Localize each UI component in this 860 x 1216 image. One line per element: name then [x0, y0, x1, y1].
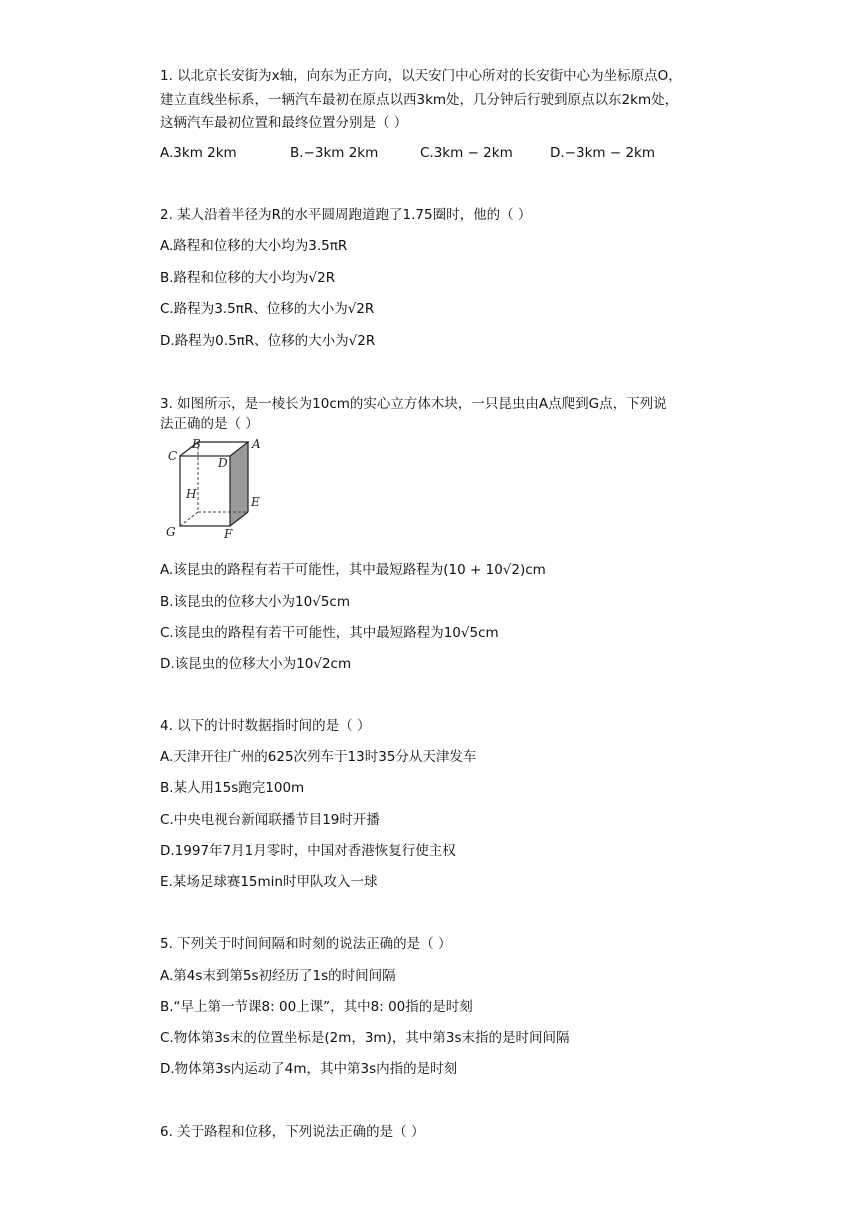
q3-option-c: C.该昆虫的路程有若干可能性，其中最短路程为10√5cm — [160, 625, 499, 641]
cube-hidden-edge-diagonal — [180, 512, 198, 526]
q2-option-c: C.路程为3.5πR、位移的大小为√2R — [160, 301, 375, 317]
q3-option-a: A.该昆虫的路程有若干可能性，其中最短路程为(10 + 10√2)cm — [160, 562, 546, 578]
cube-label-b: B — [192, 437, 201, 451]
cube-label-a: A — [252, 437, 261, 451]
q4-option-d: D.1997年7月1月零时，中国对香港恢复行使主权 — [160, 843, 456, 859]
q2-stem: 2. 某人沿着半径为R的水平圆周跑道跑了1.75圈时，他的（ ） — [160, 207, 532, 223]
q2-option-b: B.路程和位移的大小均为√2R — [160, 270, 336, 286]
q1-stem-line-3: 这辆汽车最初位置和最终位置分别是（ ） — [160, 115, 408, 131]
q3-stem-line-1: 3. 如图所示，是一棱长为10cm的实心立方体木块，一只昆虫由A点爬到G点，下列说 — [160, 396, 667, 412]
q3-option-d: D.该昆虫的位移大小为10√2cm — [160, 656, 352, 672]
q4-option-e: E.某场足球赛15min时甲队攻入一球 — [160, 874, 378, 890]
q2-option-a: A.路程和位移的大小均为3.5πR — [160, 238, 348, 254]
q4-option-b: B.某人用15s跑完100m — [160, 780, 305, 796]
q3-option-b: B.该昆虫的位移大小为10√5cm — [160, 594, 350, 610]
q3-stem-line-2: 法正确的是（ ） — [160, 416, 259, 432]
q5-option-c: C.物体第3s末的位置坐标是(2m，3m)，其中第3s末指的是时间间隔 — [160, 1030, 570, 1046]
q1-options-row — [160, 145, 760, 165]
q1-option-c: C.3km − 2km — [420, 145, 513, 161]
q5-stem: 5. 下列关于时间间隔和时刻的说法正确的是（ ） — [160, 936, 452, 952]
cube-label-e: E — [251, 495, 260, 509]
cube-label-c: C — [168, 449, 178, 463]
q5-option-b: B.“早上第一节课8: 00上课”，其中8: 00指的是时刻 — [160, 999, 473, 1015]
q1-stem-line-1: 1. 以北京长安街为x轴，向东为正方向，以天安门中心所对的长安街中心为坐标原点O， — [160, 68, 682, 84]
q2-option-d: D.路程为0.5πR、位移的大小为√2R — [160, 333, 376, 349]
q1-option-a: A.3km 2km — [160, 145, 237, 161]
q5-option-d: D.物体第3s内运动了4m，其中第3s内指的是时刻 — [160, 1061, 458, 1077]
q4-option-c: C.中央电视台新闻联播节目19时开播 — [160, 812, 380, 828]
cube-label-f: F — [224, 527, 233, 541]
cube-label-d: D — [218, 456, 228, 470]
q1-option-d: D.−3km − 2km — [550, 145, 656, 161]
q6-stem: 6. 关于路程和位移，下列说法正确的是（ ） — [160, 1124, 425, 1140]
cube-label-h: H — [186, 487, 197, 501]
q4-option-a: A.天津开往广州的625次列车于13时35分从天津发车 — [160, 749, 477, 765]
q5-option-a: A.第4s末到第5s初经历了1s的时间间隔 — [160, 968, 396, 984]
cube-figure — [160, 436, 270, 546]
cube-label-g: G — [166, 525, 176, 539]
q1-stem-line-2: 建立直线坐标系，一辆汽车最初在原点以西3km处，几分钟后行驶到原点以东2km处， — [160, 92, 679, 108]
q4-stem: 4. 以下的计时数据指时间的是（ ） — [160, 718, 371, 734]
q1-option-b: B.−3km 2km — [290, 145, 379, 161]
